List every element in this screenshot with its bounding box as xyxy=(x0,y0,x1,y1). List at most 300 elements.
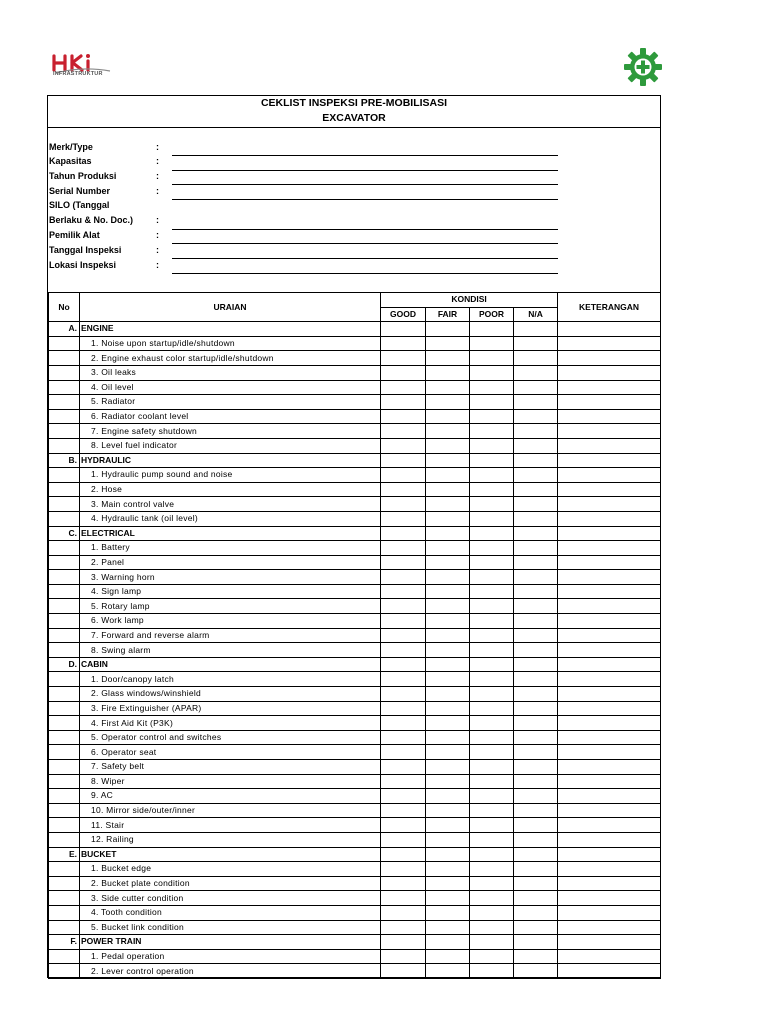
table-row xyxy=(49,862,661,877)
table-row xyxy=(49,905,661,920)
row-number xyxy=(49,672,80,687)
cell-na[interactable] xyxy=(514,628,558,643)
cell-poor[interactable] xyxy=(470,424,514,439)
cell-na[interactable] xyxy=(514,803,558,818)
cell-fair[interactable] xyxy=(426,497,470,512)
item-label: 3. Oil leaks xyxy=(80,365,381,380)
header-kondisi: KONDISI xyxy=(381,293,558,308)
cell-fair[interactable] xyxy=(426,555,470,570)
cell-poor[interactable] xyxy=(470,584,514,599)
cell-fair[interactable] xyxy=(426,920,470,935)
cell-poor[interactable] xyxy=(470,862,514,877)
table-row xyxy=(49,351,661,366)
cell-keterangan[interactable] xyxy=(558,876,661,891)
cell-good[interactable] xyxy=(381,905,426,920)
cell-poor[interactable] xyxy=(470,760,514,775)
table-row xyxy=(49,803,661,818)
cell-na[interactable] xyxy=(514,672,558,687)
cell-fair[interactable] xyxy=(426,643,470,658)
row-number xyxy=(49,832,80,847)
cell-poor[interactable] xyxy=(470,599,514,614)
cell-keterangan[interactable] xyxy=(558,891,661,906)
cell-good[interactable] xyxy=(381,949,426,964)
cell-na[interactable] xyxy=(514,891,558,906)
table-row xyxy=(49,599,661,614)
cell-keterangan[interactable] xyxy=(558,949,661,964)
cell-na[interactable] xyxy=(514,701,558,716)
cell-poor[interactable] xyxy=(470,891,514,906)
cell-keterangan[interactable] xyxy=(558,395,661,410)
table-row xyxy=(49,832,661,847)
cell-poor[interactable] xyxy=(470,716,514,731)
cell-keterangan[interactable] xyxy=(558,964,661,979)
document-title: CEKLIST INSPEKSI PRE-MOBILISASI xyxy=(260,97,448,109)
cell-poor xyxy=(470,657,514,672)
item-label: 4. Hydraulic tank (oil level) xyxy=(80,511,381,526)
table-row xyxy=(49,409,661,424)
cell-poor[interactable] xyxy=(470,365,514,380)
info-label-kapasitas: Kapasitas xyxy=(49,156,92,166)
cell-good[interactable] xyxy=(381,760,426,775)
cell-good[interactable] xyxy=(381,468,426,483)
cell-poor[interactable] xyxy=(470,701,514,716)
item-label: 4. Tooth condition xyxy=(80,905,381,920)
cell-keterangan[interactable] xyxy=(558,380,661,395)
cell-poor[interactable] xyxy=(470,818,514,833)
cell-na[interactable] xyxy=(514,395,558,410)
cell-good xyxy=(381,322,426,337)
cell-keterangan[interactable] xyxy=(558,584,661,599)
cell-fair[interactable] xyxy=(426,541,470,556)
row-number: D. xyxy=(49,657,80,672)
cell-poor[interactable] xyxy=(470,541,514,556)
cell-na[interactable] xyxy=(514,687,558,702)
table-row xyxy=(49,365,661,380)
cell-fair[interactable] xyxy=(426,803,470,818)
cell-na[interactable] xyxy=(514,643,558,658)
row-number xyxy=(49,511,80,526)
table-row xyxy=(49,628,661,643)
cell-na[interactable] xyxy=(514,745,558,760)
table-row xyxy=(49,468,661,483)
section-title: ENGINE xyxy=(80,322,381,337)
cell-good xyxy=(381,526,426,541)
cell-poor[interactable] xyxy=(470,687,514,702)
cell-poor[interactable] xyxy=(470,555,514,570)
row-number: A. xyxy=(49,322,80,337)
cell-na[interactable] xyxy=(514,964,558,979)
title-box xyxy=(48,96,660,128)
cell-na[interactable] xyxy=(514,862,558,877)
cell-good[interactable] xyxy=(381,687,426,702)
cell-keterangan[interactable] xyxy=(558,497,661,512)
row-number xyxy=(49,409,80,424)
info-field-tahun-produksi[interactable] xyxy=(172,184,558,185)
cell-na[interactable] xyxy=(514,599,558,614)
cell-good xyxy=(381,935,426,950)
cell-fair[interactable] xyxy=(426,409,470,424)
cell-keterangan[interactable] xyxy=(558,905,661,920)
cell-poor[interactable] xyxy=(470,920,514,935)
table-row xyxy=(49,584,661,599)
cell-na[interactable] xyxy=(514,336,558,351)
cell-good xyxy=(381,453,426,468)
cell-keterangan[interactable] xyxy=(558,920,661,935)
item-label: 1. Battery xyxy=(80,541,381,556)
cell-na[interactable] xyxy=(514,497,558,512)
cell-keterangan[interactable] xyxy=(558,716,661,731)
cell-fair[interactable] xyxy=(426,482,470,497)
cell-good xyxy=(381,847,426,862)
item-label: 3. Warning horn xyxy=(80,570,381,585)
cell-poor[interactable] xyxy=(470,964,514,979)
cell-good[interactable] xyxy=(381,818,426,833)
cell-fair[interactable] xyxy=(426,701,470,716)
cell-fair[interactable] xyxy=(426,570,470,585)
cell-fair[interactable] xyxy=(426,351,470,366)
cell-poor[interactable] xyxy=(470,730,514,745)
cell-na[interactable] xyxy=(514,760,558,775)
cell-good[interactable] xyxy=(381,964,426,979)
table-row xyxy=(49,687,661,702)
cell-good xyxy=(381,657,426,672)
table-row xyxy=(49,891,661,906)
item-label: 2. Bucket plate condition xyxy=(80,876,381,891)
cell-keterangan[interactable] xyxy=(558,789,661,804)
cell-fair[interactable] xyxy=(426,964,470,979)
cell-good[interactable] xyxy=(381,409,426,424)
row-number xyxy=(49,365,80,380)
cell-fair[interactable] xyxy=(426,336,470,351)
cell-poor[interactable] xyxy=(470,672,514,687)
cell-na[interactable] xyxy=(514,818,558,833)
item-label: 3. Side cutter condition xyxy=(80,891,381,906)
cell-keterangan[interactable] xyxy=(558,438,661,453)
cell-keterangan[interactable] xyxy=(558,409,661,424)
cell-good[interactable] xyxy=(381,380,426,395)
cell-good[interactable] xyxy=(381,395,426,410)
cell-fair[interactable] xyxy=(426,438,470,453)
checklist-sheet xyxy=(47,95,661,978)
cell-na[interactable] xyxy=(514,730,558,745)
table-row xyxy=(49,774,661,789)
cell-poor[interactable] xyxy=(470,789,514,804)
cell-good[interactable] xyxy=(381,628,426,643)
cell-poor[interactable] xyxy=(470,570,514,585)
info-field-merk-type[interactable] xyxy=(172,155,558,156)
cell-poor[interactable] xyxy=(470,949,514,964)
table-row xyxy=(49,876,661,891)
cell-poor[interactable] xyxy=(470,380,514,395)
row-number xyxy=(49,701,80,716)
row-number xyxy=(49,555,80,570)
row-number xyxy=(49,380,80,395)
item-label: 8. Wiper xyxy=(80,774,381,789)
cell-poor[interactable] xyxy=(470,876,514,891)
info-field-silo[interactable] xyxy=(172,229,558,230)
item-label: 2. Engine exhaust color startup/idle/shutdown xyxy=(80,351,381,366)
cell-good[interactable] xyxy=(381,701,426,716)
cell-fair[interactable] xyxy=(426,584,470,599)
cell-keterangan[interactable] xyxy=(558,730,661,745)
cell-keterangan xyxy=(558,453,661,468)
cell-keterangan[interactable] xyxy=(558,424,661,439)
row-number xyxy=(49,789,80,804)
cell-fair[interactable] xyxy=(426,876,470,891)
cell-keterangan[interactable] xyxy=(558,672,661,687)
item-label: 7. Forward and reverse alarm xyxy=(80,628,381,643)
cell-na[interactable] xyxy=(514,716,558,731)
cell-na[interactable] xyxy=(514,511,558,526)
cell-poor[interactable] xyxy=(470,351,514,366)
cell-keterangan[interactable] xyxy=(558,628,661,643)
cell-good[interactable] xyxy=(381,541,426,556)
cell-poor[interactable] xyxy=(470,395,514,410)
cell-good[interactable] xyxy=(381,730,426,745)
cell-fair[interactable] xyxy=(426,832,470,847)
cell-poor[interactable] xyxy=(470,409,514,424)
cell-poor[interactable] xyxy=(470,628,514,643)
cell-keterangan[interactable] xyxy=(558,468,661,483)
cell-fair[interactable] xyxy=(426,818,470,833)
cell-keterangan[interactable] xyxy=(558,774,661,789)
cell-keterangan[interactable] xyxy=(558,599,661,614)
cell-fair[interactable] xyxy=(426,862,470,877)
row-number xyxy=(49,468,80,483)
cell-keterangan[interactable] xyxy=(558,482,661,497)
cell-keterangan[interactable] xyxy=(558,803,661,818)
hki-infrastruktur-logo xyxy=(52,52,114,82)
cell-fair[interactable] xyxy=(426,672,470,687)
section-row xyxy=(49,526,661,541)
cell-poor[interactable] xyxy=(470,614,514,629)
cell-fair[interactable] xyxy=(426,687,470,702)
cell-fair[interactable] xyxy=(426,365,470,380)
item-label: 4. First Aid Kit (P3K) xyxy=(80,716,381,731)
row-number xyxy=(49,570,80,585)
table-row xyxy=(49,818,661,833)
row-number xyxy=(49,614,80,629)
cell-keterangan xyxy=(558,935,661,950)
cell-good[interactable] xyxy=(381,482,426,497)
cell-fair[interactable] xyxy=(426,745,470,760)
cell-good[interactable] xyxy=(381,789,426,804)
cell-keterangan[interactable] xyxy=(558,511,661,526)
row-number xyxy=(49,716,80,731)
cell-na[interactable] xyxy=(514,409,558,424)
item-label: 7. Safety belt xyxy=(80,760,381,775)
cell-poor[interactable] xyxy=(470,511,514,526)
info-label-serial-number: Serial Number xyxy=(49,186,111,196)
cell-good[interactable] xyxy=(381,511,426,526)
cell-good[interactable] xyxy=(381,920,426,935)
cell-keterangan[interactable] xyxy=(558,336,661,351)
cell-poor[interactable] xyxy=(470,482,514,497)
cell-keterangan[interactable] xyxy=(558,701,661,716)
item-label: 3. Fire Extinguisher (APAR) xyxy=(80,701,381,716)
cell-fair[interactable] xyxy=(426,468,470,483)
cell-na[interactable] xyxy=(514,789,558,804)
table-row xyxy=(49,730,661,745)
cell-good[interactable] xyxy=(381,643,426,658)
cell-keterangan[interactable] xyxy=(558,541,661,556)
cell-na[interactable] xyxy=(514,774,558,789)
cell-na[interactable] xyxy=(514,365,558,380)
table-row xyxy=(49,395,661,410)
table-row xyxy=(49,482,661,497)
cell-good[interactable] xyxy=(381,832,426,847)
table-row xyxy=(49,438,661,453)
cell-na xyxy=(514,526,558,541)
cell-poor xyxy=(470,847,514,862)
cell-good[interactable] xyxy=(381,614,426,629)
cell-na[interactable] xyxy=(514,905,558,920)
info-colon: : xyxy=(156,260,159,270)
cell-fair[interactable] xyxy=(426,424,470,439)
cell-good[interactable] xyxy=(381,599,426,614)
info-label-silo-doc: Berlaku & No. Doc.) xyxy=(49,215,134,225)
cell-na[interactable] xyxy=(514,555,558,570)
cell-good[interactable] xyxy=(381,672,426,687)
cell-good[interactable] xyxy=(381,336,426,351)
cell-good[interactable] xyxy=(381,438,426,453)
item-label: 5. Radiator xyxy=(80,395,381,410)
table-row xyxy=(49,336,661,351)
cell-good[interactable] xyxy=(381,497,426,512)
info-field-kapasitas[interactable] xyxy=(172,170,558,171)
info-field-serial-number[interactable] xyxy=(172,199,558,200)
cell-fair[interactable] xyxy=(426,905,470,920)
cell-fair[interactable] xyxy=(426,614,470,629)
cell-good[interactable] xyxy=(381,745,426,760)
cell-na[interactable] xyxy=(514,468,558,483)
cell-na[interactable] xyxy=(514,832,558,847)
cell-good[interactable] xyxy=(381,351,426,366)
cell-na[interactable] xyxy=(514,570,558,585)
cell-fair[interactable] xyxy=(426,380,470,395)
cell-good[interactable] xyxy=(381,584,426,599)
cell-fair[interactable] xyxy=(426,760,470,775)
cell-fair[interactable] xyxy=(426,774,470,789)
info-label-merk-type: Merk/Type xyxy=(49,142,93,152)
cell-poor[interactable] xyxy=(470,803,514,818)
cell-poor[interactable] xyxy=(470,643,514,658)
section-title: ELECTRICAL xyxy=(80,526,381,541)
cell-poor[interactable] xyxy=(470,438,514,453)
info-label-tahun-produksi: Tahun Produksi xyxy=(49,171,117,181)
cell-good[interactable] xyxy=(381,424,426,439)
cell-keterangan[interactable] xyxy=(558,614,661,629)
cell-poor[interactable] xyxy=(470,468,514,483)
info-field-lokasi-inspeksi[interactable] xyxy=(172,273,558,274)
info-field-tanggal-inspeksi[interactable] xyxy=(172,258,558,259)
cell-na xyxy=(514,935,558,950)
header-na: N/A xyxy=(514,307,558,322)
item-label: 7. Engine safety shutdown xyxy=(80,424,381,439)
cell-keterangan[interactable] xyxy=(558,643,661,658)
cell-fair[interactable] xyxy=(426,789,470,804)
table-row xyxy=(49,745,661,760)
cell-na[interactable] xyxy=(514,920,558,935)
cell-fair[interactable] xyxy=(426,511,470,526)
cell-na[interactable] xyxy=(514,380,558,395)
cell-keterangan[interactable] xyxy=(558,862,661,877)
cell-keterangan[interactable] xyxy=(558,745,661,760)
section-title: HYDRAULIC xyxy=(80,453,381,468)
item-label: 10. Mirror side/outer/inner xyxy=(80,803,381,818)
cell-keterangan[interactable] xyxy=(558,818,661,833)
cell-keterangan[interactable] xyxy=(558,832,661,847)
cell-poor[interactable] xyxy=(470,905,514,920)
cell-fair xyxy=(426,847,470,862)
cell-fair xyxy=(426,657,470,672)
cell-fair[interactable] xyxy=(426,716,470,731)
cell-keterangan xyxy=(558,657,661,672)
cell-na[interactable] xyxy=(514,482,558,497)
cell-na xyxy=(514,657,558,672)
cell-na[interactable] xyxy=(514,424,558,439)
cell-keterangan[interactable] xyxy=(558,351,661,366)
cell-keterangan[interactable] xyxy=(558,570,661,585)
row-number xyxy=(49,395,80,410)
cell-na[interactable] xyxy=(514,949,558,964)
cell-na[interactable] xyxy=(514,438,558,453)
cell-na[interactable] xyxy=(514,541,558,556)
cell-good[interactable] xyxy=(381,876,426,891)
cell-fair[interactable] xyxy=(426,949,470,964)
cell-na[interactable] xyxy=(514,351,558,366)
row-number xyxy=(49,643,80,658)
cell-keterangan xyxy=(558,322,661,337)
cell-keterangan[interactable] xyxy=(558,760,661,775)
cell-fair[interactable] xyxy=(426,891,470,906)
cell-na[interactable] xyxy=(514,876,558,891)
cell-good[interactable] xyxy=(381,862,426,877)
cell-good[interactable] xyxy=(381,716,426,731)
item-label: 5. Bucket link condition xyxy=(80,920,381,935)
gear-plus-icon xyxy=(622,46,664,88)
cell-poor[interactable] xyxy=(470,497,514,512)
cell-keterangan[interactable] xyxy=(558,687,661,702)
cell-fair xyxy=(426,453,470,468)
section-row xyxy=(49,322,661,337)
cell-fair[interactable] xyxy=(426,730,470,745)
cell-fair[interactable] xyxy=(426,599,470,614)
item-label: 2. Glass windows/winshield xyxy=(80,687,381,702)
cell-good[interactable] xyxy=(381,570,426,585)
cell-poor[interactable] xyxy=(470,336,514,351)
cell-fair[interactable] xyxy=(426,628,470,643)
row-number xyxy=(49,905,80,920)
cell-na[interactable] xyxy=(514,614,558,629)
row-number xyxy=(49,876,80,891)
cell-good[interactable] xyxy=(381,555,426,570)
cell-fair[interactable] xyxy=(426,395,470,410)
cell-poor[interactable] xyxy=(470,832,514,847)
cell-poor[interactable] xyxy=(470,745,514,760)
cell-keterangan[interactable] xyxy=(558,365,661,380)
info-field-pemilik-alat[interactable] xyxy=(172,243,558,244)
cell-keterangan xyxy=(558,847,661,862)
cell-good[interactable] xyxy=(381,774,426,789)
cell-poor[interactable] xyxy=(470,774,514,789)
cell-good[interactable] xyxy=(381,365,426,380)
cell-keterangan[interactable] xyxy=(558,555,661,570)
cell-good[interactable] xyxy=(381,803,426,818)
cell-na[interactable] xyxy=(514,584,558,599)
row-number xyxy=(49,862,80,877)
cell-good[interactable] xyxy=(381,891,426,906)
